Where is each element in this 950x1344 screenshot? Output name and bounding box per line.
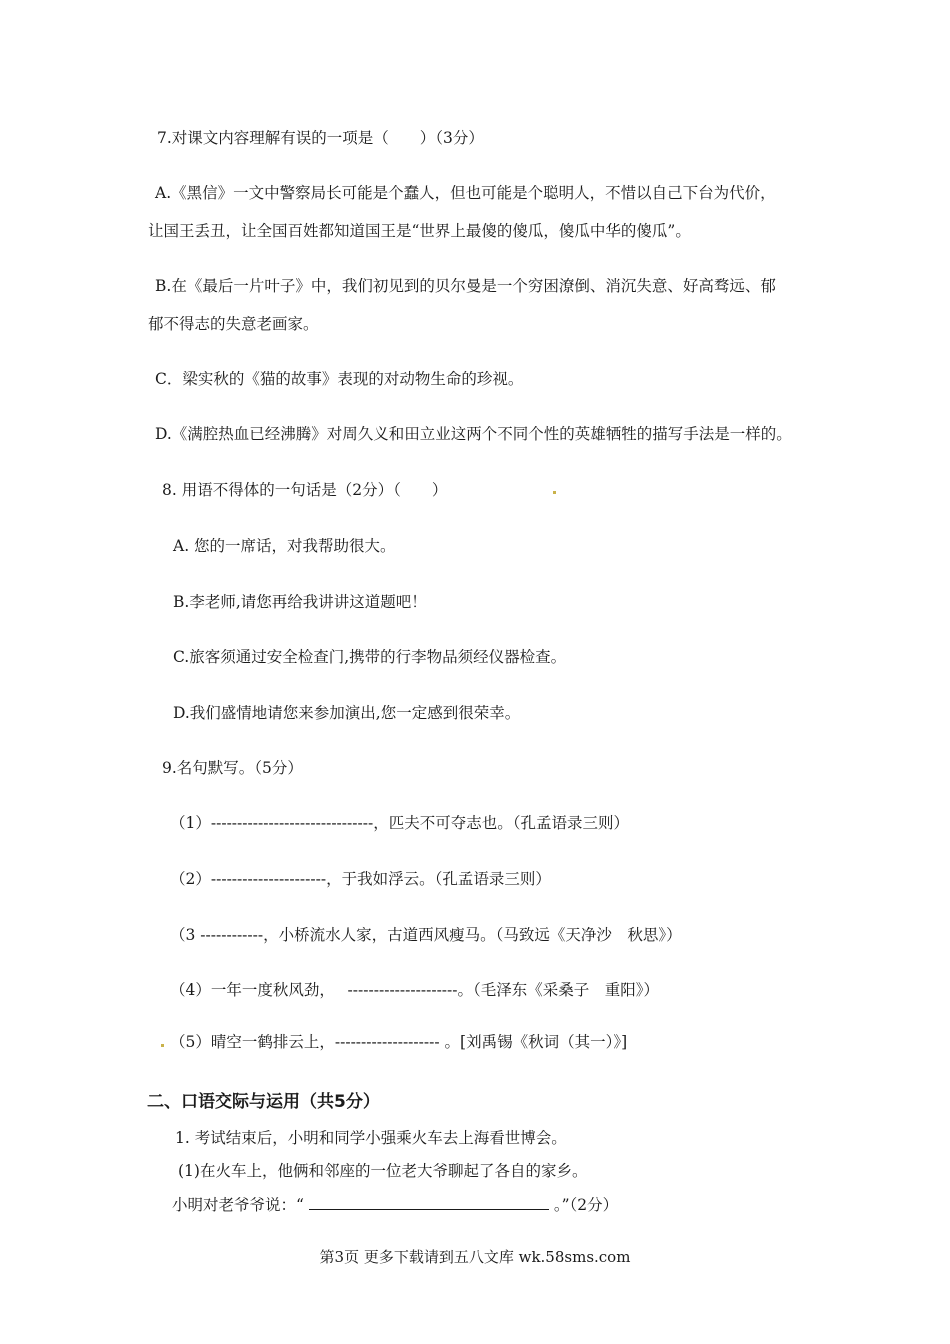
page-footer: 第3页 更多下载请到五八文库 wk.58sms.com — [319, 1248, 631, 1266]
prompt-suffix: 。”（2分） — [553, 1196, 619, 1214]
stray-mark — [553, 491, 556, 494]
q7-option-c: C．梁实秋的《猫的故事》表现的对动物生命的珍视。 — [155, 370, 524, 388]
q7-option-a-line2: 让国王丢丑，让全国百姓都知道国王是“世界上最傻的傻瓜，傻瓜中华的傻瓜”。 — [148, 222, 691, 240]
q8-option-b: B.李老师,请您再给我讲讲这道题吧！ — [173, 593, 427, 611]
oral-q1-sub1: (1)在火车上，他俩和邻座的一位老大爷聊起了各自的家乡。 — [178, 1162, 588, 1180]
q7-option-d: D.《满腔热血已经沸腾》对周久义和田立业这两个不同个性的英雄牺牲的描写手法是一样的。 — [155, 425, 792, 443]
stray-mark — [161, 1044, 164, 1047]
prompt-prefix: 小明对老爷爷说：“ — [172, 1196, 304, 1214]
q9-line-4: （4）一年一度秋风劲， ---------------------。（毛泽东《采桑子 重阳》） — [170, 981, 660, 999]
q9-line-2: （2）----------------------，于我如浮云。（孔孟语录三则） — [170, 870, 551, 888]
q8-stem: 8. 用语不得体的一句话是（2分）（ ） — [162, 481, 448, 499]
oral-q1: 1. 考试结束后，小明和同学小强乘火车去上海看世博会。 — [175, 1129, 567, 1147]
q7-option-a-line1: A.《黑信》一文中警察局长可能是个蠢人，但也可能是个聪明人，不惜以自己下台为代价， — [155, 184, 776, 202]
answer-blank[interactable] — [309, 1194, 549, 1210]
q8-option-d: D.我们盛情地请您来参加演出,您一定感到很荣幸。 — [173, 704, 521, 722]
q9-line-5: （5）晴空一鹤排云上，-------------------- 。[刘禹锡《秋词（其一）》] — [170, 1033, 628, 1051]
q7-stem: 7.对课文内容理解有误的一项是（ ）（3分） — [157, 129, 484, 147]
q7-option-b-line1: B.在《最后一片叶子》中，我们初见到的贝尔曼是一个穷困潦倒、消沉失意、好高骛远、郁 — [155, 277, 776, 295]
q8-option-a: A. 您的一席话，对我帮助很大。 — [173, 537, 396, 555]
q8-option-c: C.旅客须通过安全检查门,携带的行李物品须经仪器检查。 — [173, 648, 567, 666]
section-heading: 二、口语交际与运用（共5分） — [147, 1092, 380, 1112]
q9-line-3: （3 ------------，小桥流水人家，古道西风瘦马。（马致远《天净沙 秋思》） — [170, 926, 682, 944]
q9-stem: 9.名句默写。（5分） — [162, 759, 303, 777]
q9-line-1: （1）-------------------------------，匹夫不可夺志也。（孔孟语录三则） — [170, 814, 629, 832]
q7-option-b-line2: 郁不得志的失意老画家。 — [148, 315, 319, 333]
oral-answer-prompt — [172, 1194, 618, 1215]
